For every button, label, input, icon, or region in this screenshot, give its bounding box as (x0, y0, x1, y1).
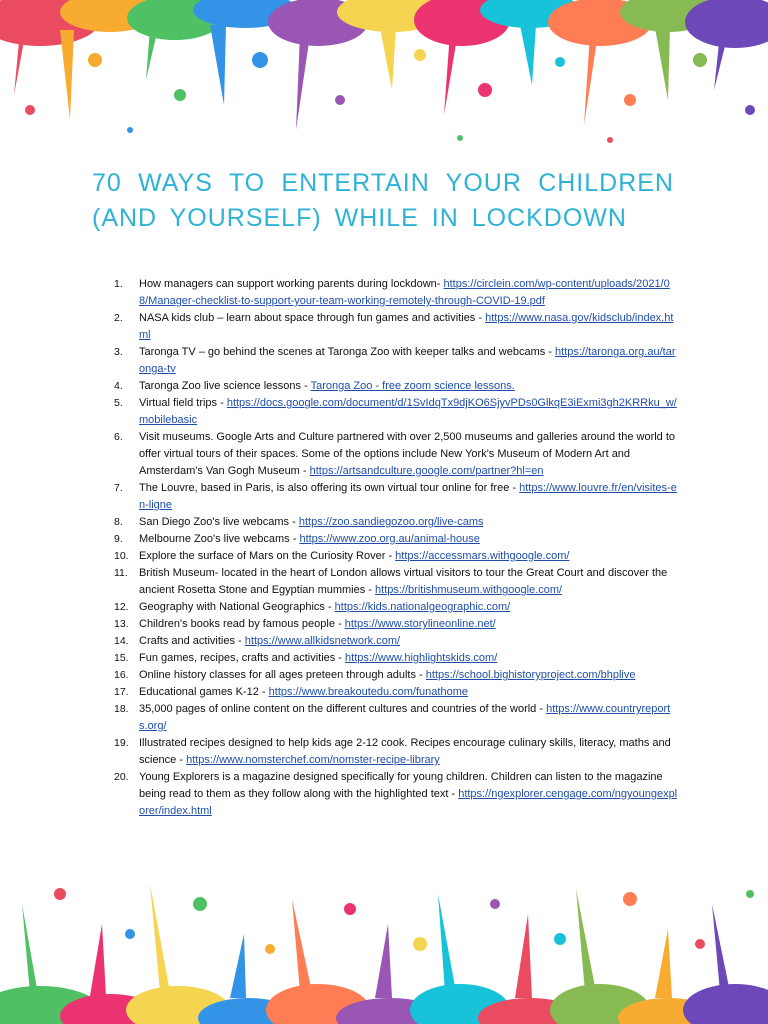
list-item (92, 395, 678, 429)
paint-splash-bottom (0, 864, 768, 1024)
item-text: Geography with National Geographics - (139, 601, 335, 613)
item-text: Taronga TV – go behind the scenes at Taronga Zoo with keeper talks and webcams - (139, 346, 556, 358)
item-number: 4. (114, 380, 123, 392)
item-number: 5. (114, 397, 123, 409)
item-link[interactable]: https://ngexplorer.cengage.com/ngyoungexplorer/index.html (139, 788, 678, 817)
list-item (92, 667, 678, 684)
list-item (92, 684, 678, 701)
item-link[interactable]: https://www.nasa.gov/kidsclub/index.html (139, 312, 674, 341)
list-item (92, 429, 678, 480)
item-link[interactable]: https://www.zoo.org.au/animal-house (299, 533, 480, 545)
item-number: 6. (114, 431, 123, 443)
item-link[interactable]: https://artsandculture.google.com/partner?hl=en (309, 465, 544, 477)
item-text: NASA kids club – learn about space through fun games and activities - (139, 312, 486, 324)
list-item (92, 378, 678, 395)
item-number: 3. (114, 346, 123, 358)
list-item (92, 310, 678, 344)
item-number: 14. (114, 635, 129, 647)
item-number: 19. (114, 737, 129, 749)
item-text: Taronga Zoo live science lessons - (139, 380, 311, 392)
item-text: Crafts and activities - (139, 635, 245, 647)
list-item (92, 650, 678, 667)
item-text: The Louvre, based in Paris, is also offering its own virtual tour online for free - (139, 482, 520, 494)
item-number: 9. (114, 533, 123, 545)
paint-splash-top (0, 0, 768, 150)
item-link[interactable]: https://www.louvre.fr/en/visites-en-ligne (139, 482, 677, 511)
item-number: 7. (114, 482, 123, 494)
list-item (92, 769, 678, 820)
item-link[interactable]: https://docs.google.com/document/d/1SvIdqTx9djKO6SjyvPDs0GlkqE3iExmi3gh2KRRku_w/mobilebasic (139, 397, 677, 426)
item-number: 11. (114, 567, 128, 579)
item-text: Melbourne Zoo's live webcams - (139, 533, 300, 545)
item-link[interactable]: https://circlein.com/wp-content/uploads/2021/08/Manager-checklist-to-support-your-team-working-remotely-through-COVID-19.pdf (139, 278, 670, 307)
page-title: 70 WAYS TO ENTERTAIN YOUR CHILDREN (AND YOURSELF) WHILE IN LOCKDOWN (92, 169, 674, 232)
item-link[interactable]: https://britishmuseum.withgoogle.com/ (375, 584, 563, 596)
item-text: How managers can support working parents during lockdown- (139, 278, 444, 290)
item-number: 10. (114, 550, 129, 562)
item-link[interactable]: https://taronga.org.au/taronga-tv (139, 346, 676, 375)
item-text: 35,000 pages of online content on the different cultures and countries of the world - (139, 703, 547, 715)
item-link[interactable]: Taronga Zoo - free zoom science lessons. (310, 380, 515, 392)
item-link[interactable]: https://www.nomsterchef.com/nomster-recipe-library (186, 754, 440, 766)
item-text: Educational games K-12 - (139, 686, 269, 698)
item-text: Illustrated recipes designed to help kids age 2-12 cook. Recipes encourage culinary skills, literacy, maths and science - (139, 737, 671, 766)
list-item (92, 616, 678, 633)
item-link[interactable]: https://www.allkidsnetwork.com/ (244, 635, 401, 647)
item-number: 15. (114, 652, 129, 664)
item-text: Fun games, recipes, crafts and activities - (139, 652, 346, 664)
item-text: Virtual field trips - (139, 397, 227, 409)
item-number: 16. (114, 669, 129, 681)
item-number: 18. (114, 703, 129, 715)
list-item (92, 565, 678, 599)
list-item (92, 514, 678, 531)
item-link[interactable]: https://kids.nationalgeographic.com/ (334, 601, 511, 613)
item-link[interactable]: https://www.highlightskids.com/ (345, 652, 498, 664)
item-number: 20. (114, 771, 129, 783)
item-number: 1. (114, 278, 123, 290)
item-number: 8. (114, 516, 123, 528)
item-number: 13. (114, 618, 129, 630)
list-item (92, 548, 678, 565)
item-link[interactable]: https://www.countryreports.org/ (139, 703, 671, 732)
resource-list (92, 276, 678, 820)
list-item (92, 633, 678, 650)
list-item (92, 599, 678, 616)
list-item (92, 735, 678, 769)
item-link[interactable]: https://www.storylineonline.net/ (344, 618, 496, 630)
item-text: Children's books read by famous people - (139, 618, 345, 630)
list-item (92, 531, 678, 548)
item-link[interactable]: https://accessmars.withgoogle.com/ (395, 550, 570, 562)
list-item (92, 480, 678, 514)
item-text: British Museum- located in the heart of London allows virtual visitors to tour the Great Court and discover the ancient Rosetta Stone and Egyptian mummies - (139, 567, 668, 596)
item-text: Online history classes for all ages preteen through adults - (139, 669, 426, 681)
item-link[interactable]: https://school.bighistoryproject.com/bhplive (425, 669, 636, 681)
list-item (92, 701, 678, 735)
list-item (92, 276, 678, 310)
item-number: 2. (114, 312, 123, 324)
item-number: 17. (114, 686, 129, 698)
item-text: Visit museums. Google Arts and Culture partnered with over 2,500 museums and galleries around the world to offer virtual tours of their spaces. Some of the options include New York's Museum of Modern Art and Amsterdam's Van Gogh Museum - (139, 431, 676, 477)
item-text: San Diego Zoo's live webcams - (139, 516, 299, 528)
item-link[interactable]: https://www.breakoutedu.com/funathome (268, 686, 468, 698)
item-link[interactable]: https://zoo.sandiegozoo.org/live-cams (298, 516, 484, 528)
item-text: Explore the surface of Mars on the Curiosity Rover - (139, 550, 396, 562)
item-text: Young Explorers is a magazine designed specifically for young children. Children can listen to the magazine being read to them as they follow along with the highlighted text - (139, 771, 663, 800)
list-item (92, 344, 678, 378)
item-number: 12. (114, 601, 129, 613)
